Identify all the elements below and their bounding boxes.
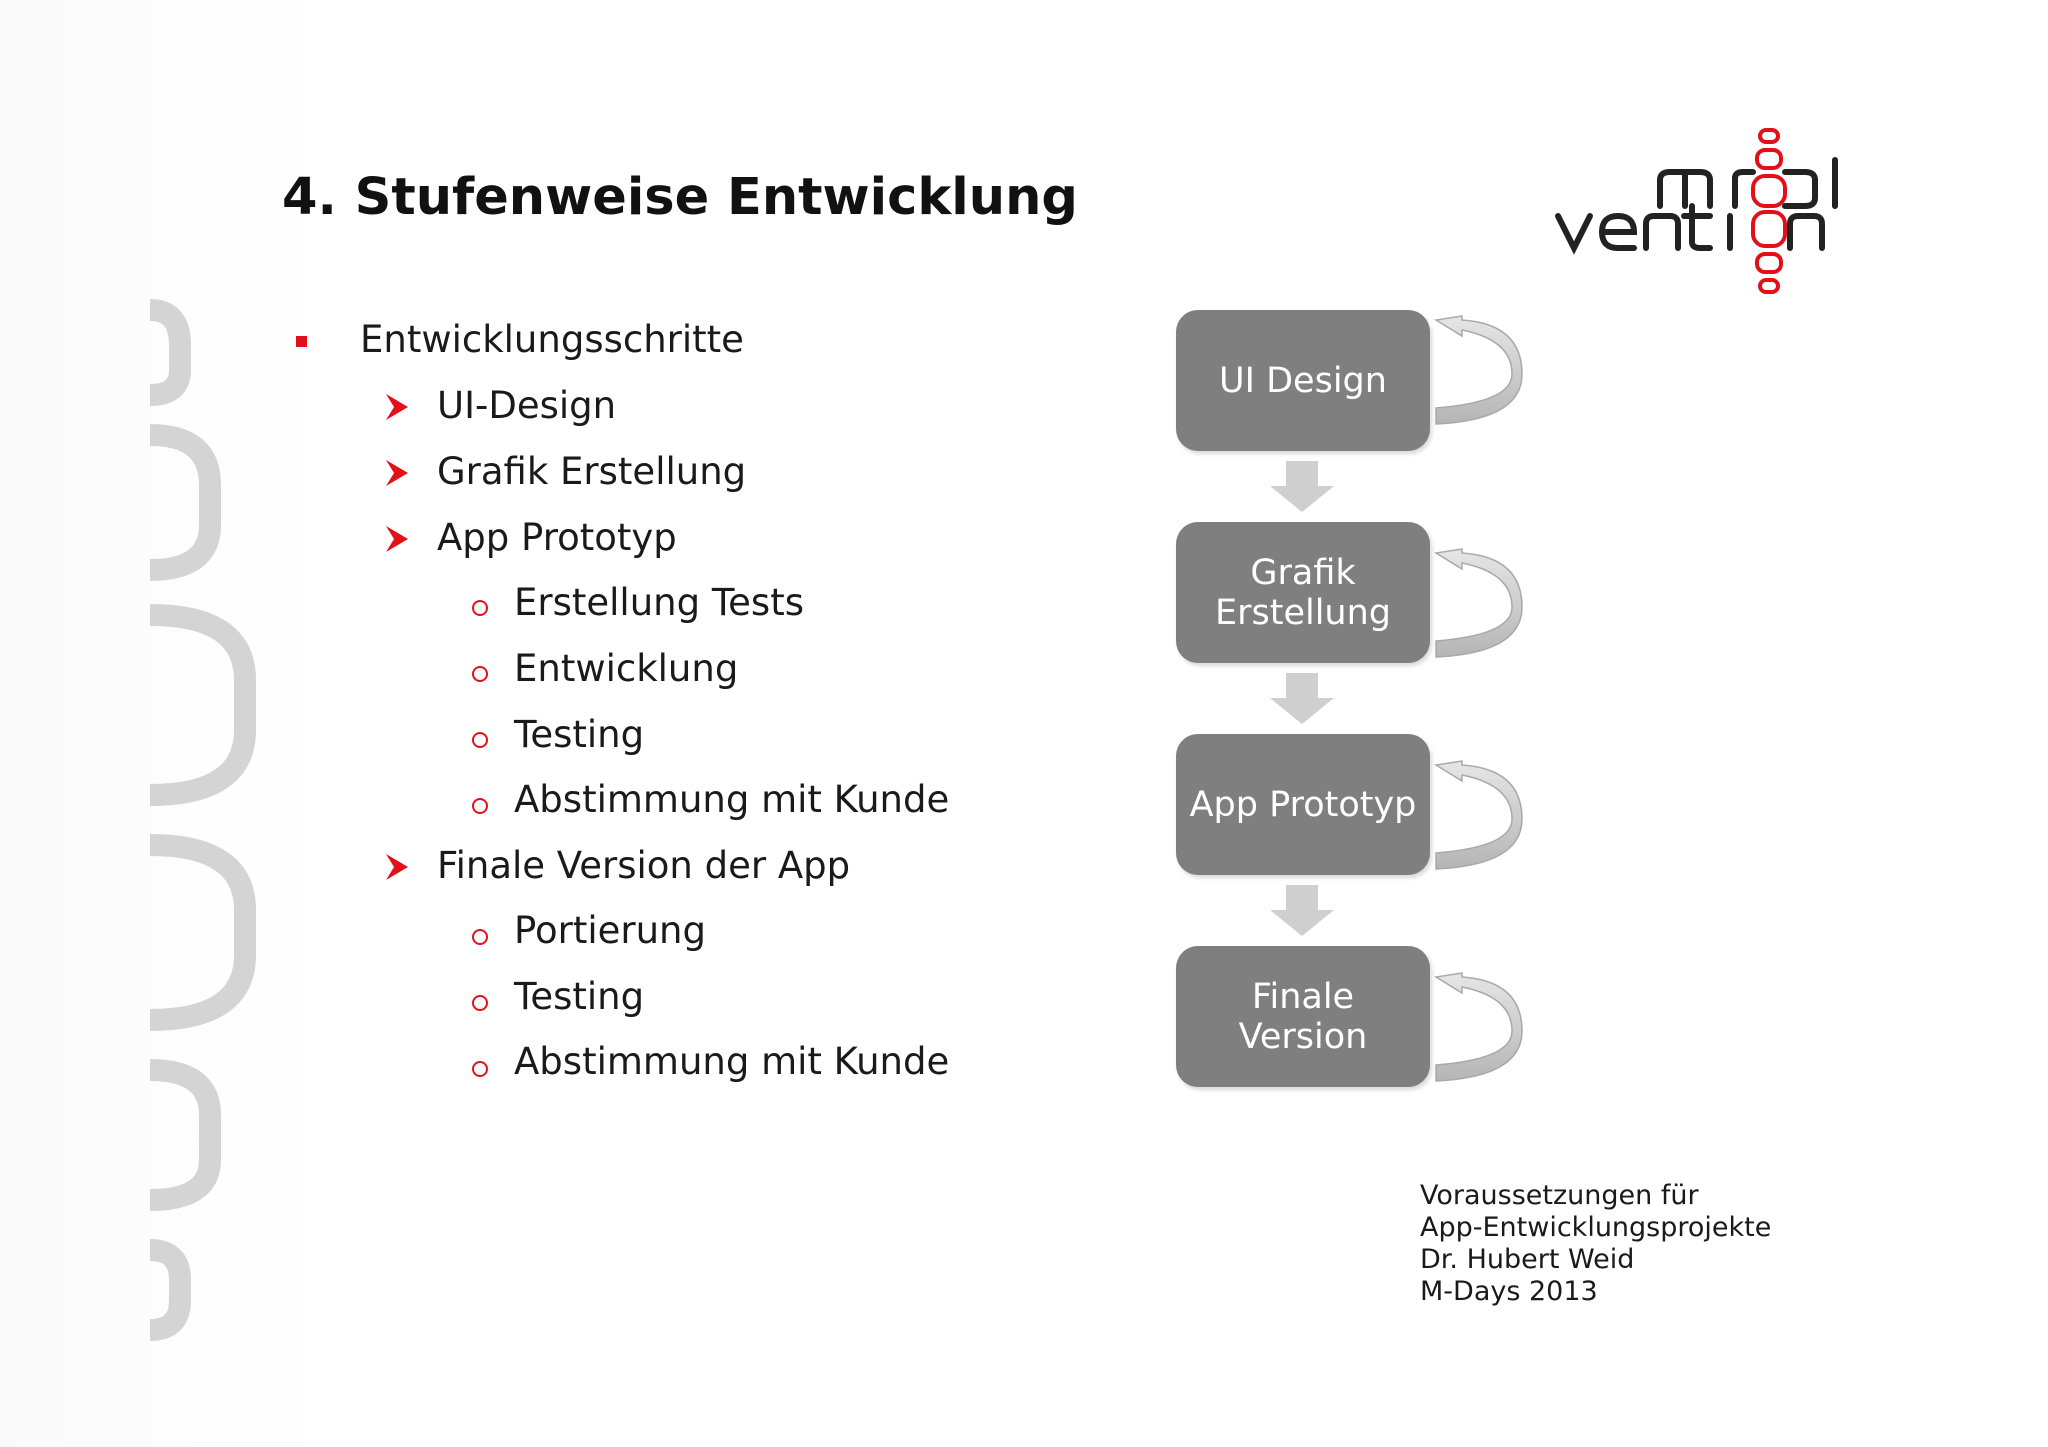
list-item: Abstimmung mit Kunde: [514, 778, 950, 821]
loop-arrow-icon: [1436, 316, 1522, 1081]
list-item: Entwicklungsschritte: [360, 318, 744, 361]
slide-title: 4. Stufenweise Entwicklung: [282, 168, 1078, 227]
list-item: Portierung: [514, 909, 706, 952]
flow-step-grafik-erstellung: Grafik Erstellung: [1176, 522, 1430, 663]
list-item: Grafik Erstellung: [437, 450, 747, 493]
flow-step-ui-design: UI Design: [1176, 310, 1430, 451]
list-item: App Prototyp: [437, 516, 677, 559]
footer-line: Voraussetzungen für: [1420, 1180, 1699, 1211]
footer-line: M-Days 2013: [1420, 1276, 1598, 1307]
list-item: UI-Design: [437, 384, 617, 427]
list-item: Abstimmung mit Kunde: [514, 1040, 950, 1083]
footer-line: App-Entwicklungsprojekte: [1420, 1212, 1772, 1243]
list-item: Entwicklung: [514, 647, 739, 690]
list-item: Erstellung Tests: [514, 581, 804, 624]
footer-line: Dr. Hubert Weid: [1420, 1244, 1635, 1275]
flow-step-finale-version: Finale Version: [1176, 946, 1430, 1087]
down-arrow-icon: [1270, 461, 1334, 936]
list-item: Testing: [514, 975, 645, 1018]
footer-info: [1420, 1180, 1771, 1308]
flow-step-app-prototyp: App Prototyp: [1176, 734, 1430, 875]
list-item: Testing: [514, 713, 645, 756]
list-item: Finale Version der App: [437, 844, 851, 887]
